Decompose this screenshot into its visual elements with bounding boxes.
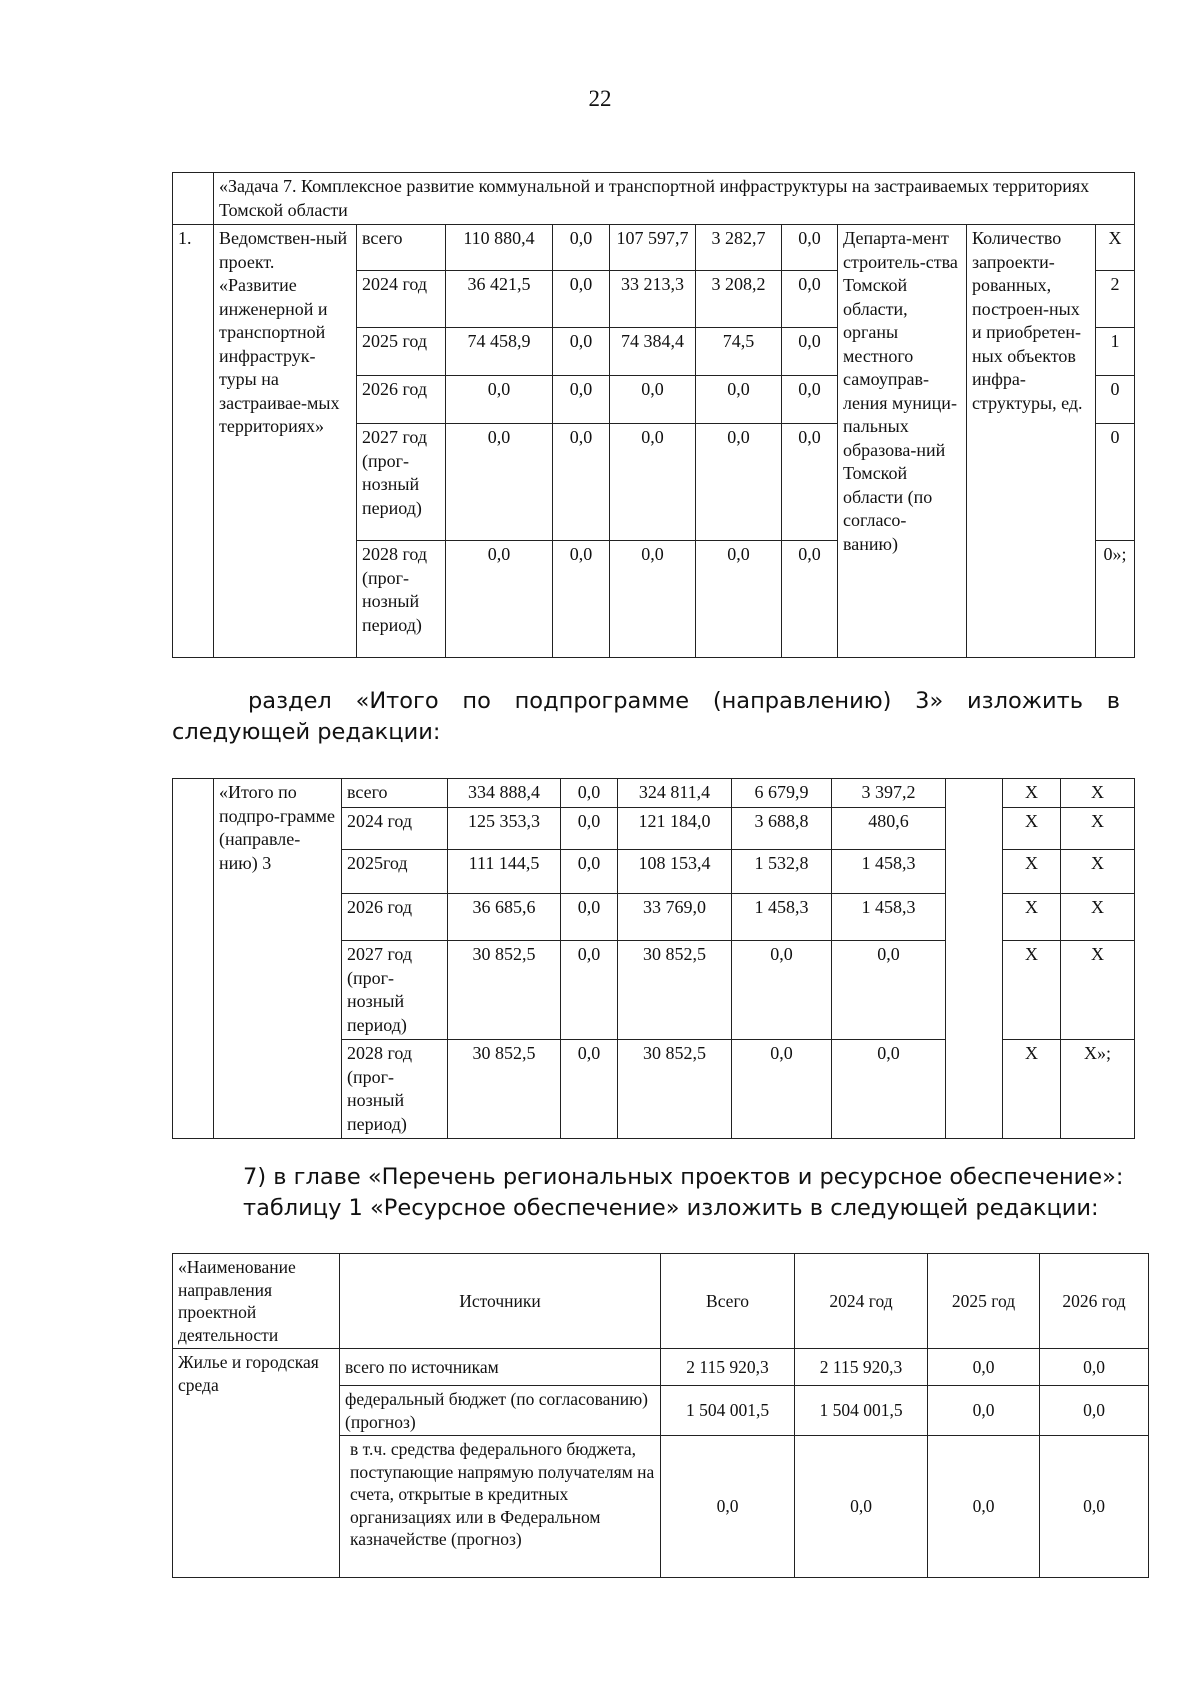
value-cell: 0,0 — [561, 850, 618, 894]
period-cell: 2026 год — [357, 376, 446, 424]
value-cell: 0,0 — [610, 376, 696, 424]
value-cell: 0,0 — [553, 376, 610, 424]
x-cell: Х — [1061, 779, 1135, 808]
row-number: 1. — [173, 225, 214, 658]
value-cell: 6 679,9 — [732, 779, 832, 808]
column-header: Всего — [661, 1254, 795, 1349]
value-cell: 0,0 — [732, 1040, 832, 1139]
value-cell: 324 811,4 — [618, 779, 732, 808]
x-cell: Х — [1003, 894, 1061, 941]
task-title-row — [173, 173, 1135, 225]
resource-table — [172, 1253, 1149, 1578]
column-header: Источники — [340, 1254, 661, 1349]
executor-cell: Департа-мент строитель-ства Томской области, органы местного самоуправ-ления муници-пальных образова-ний Томской области (по согласо-ванию) — [838, 225, 967, 658]
value-cell: 0,0 — [553, 271, 610, 328]
value-cell: 0,0 — [832, 941, 946, 1040]
value-cell: 33 769,0 — [618, 894, 732, 941]
indicator-value: 0»; — [1096, 541, 1135, 658]
direction-cell: Жилье и городская среда — [173, 1349, 340, 1578]
period-cell: 2024 год — [357, 271, 446, 328]
header-row — [173, 1254, 1149, 1349]
value-cell: 0,0 — [561, 779, 618, 808]
value-cell: 0,0 — [553, 541, 610, 658]
indicator-cell: Количество запроекти-рованных, построен-ных и приобретен-ных объектов инфра-структуры, ед. — [967, 225, 1096, 658]
value-cell: 0,0 — [561, 894, 618, 941]
value-cell: 480,6 — [832, 808, 946, 850]
x-cell: Х»; — [1061, 1040, 1135, 1139]
x-cell: Х — [1003, 850, 1061, 894]
value-cell: 334 888,4 — [448, 779, 561, 808]
column-header: «Наименование направления проектной деятельности — [173, 1254, 340, 1349]
value-cell: 3 688,8 — [732, 808, 832, 850]
period-cell: 2024 год — [342, 808, 448, 850]
period-cell: всего — [342, 779, 448, 808]
project-name: Ведомствен-ный проект. «Развитие инженерной и транспортной инфраструк-туры на застраивае-мых территориях» — [214, 225, 357, 658]
value-cell: 0,0 — [928, 1349, 1040, 1386]
table-row — [173, 225, 1135, 271]
x-cell: Х — [1061, 850, 1135, 894]
value-cell: 1 504 001,5 — [795, 1386, 928, 1436]
table-row — [173, 1349, 1149, 1386]
value-cell: 107 597,7 — [610, 225, 696, 271]
value-cell: 0,0 — [610, 424, 696, 541]
x-cell: Х — [1003, 941, 1061, 1040]
value-cell: 0,0 — [782, 541, 838, 658]
period-cell: 2025 год — [357, 328, 446, 376]
source-cell: всего по источникам — [340, 1349, 661, 1386]
value-cell: 1 532,8 — [732, 850, 832, 894]
value-cell: 30 852,5 — [618, 1040, 732, 1139]
value-cell: 0,0 — [446, 376, 553, 424]
x-cell: Х — [1061, 808, 1135, 850]
paragraph-line: таблицу 1 «Ресурсное обеспечение» изложить в следующей редакции: — [243, 1195, 1099, 1221]
value-cell: 2 115 920,3 — [661, 1349, 795, 1386]
value-cell: 33 213,3 — [610, 271, 696, 328]
subprogram-total-table — [172, 778, 1135, 1139]
period-cell: 2028 год (прог-нозный период) — [357, 541, 446, 658]
value-cell: 110 880,4 — [446, 225, 553, 271]
period-cell: всего — [357, 225, 446, 271]
value-cell: 0,0 — [782, 424, 838, 541]
value-cell: 0,0 — [696, 424, 782, 541]
value-cell: 0,0 — [782, 271, 838, 328]
period-cell: 2026 год — [342, 894, 448, 941]
value-cell: 0,0 — [696, 376, 782, 424]
value-cell: 0,0 — [561, 808, 618, 850]
value-cell: 125 353,3 — [448, 808, 561, 850]
x-cell: Х — [1061, 894, 1135, 941]
value-cell: 0,0 — [446, 424, 553, 541]
value-cell: 0,0 — [782, 328, 838, 376]
value-cell: 36 685,6 — [448, 894, 561, 941]
value-cell: 0,0 — [446, 541, 553, 658]
table-row — [173, 779, 1135, 808]
value-cell: 0,0 — [696, 541, 782, 658]
value-cell: 1 458,3 — [832, 894, 946, 941]
value-cell: 111 144,5 — [448, 850, 561, 894]
value-cell: 74 458,9 — [446, 328, 553, 376]
value-cell: 0,0 — [561, 941, 618, 1040]
value-cell: 0,0 — [610, 541, 696, 658]
value-cell: 0,0 — [1040, 1436, 1149, 1578]
value-cell: 0,0 — [1040, 1386, 1149, 1436]
indicator-value: 0 — [1096, 424, 1135, 541]
subprogram-label: «Итого по подпро-грамме (направле-нию) 3 — [214, 779, 342, 1139]
value-cell: 0,0 — [1040, 1349, 1149, 1386]
period-cell: 2025год — [342, 850, 448, 894]
value-cell: 3 397,2 — [832, 779, 946, 808]
value-cell: 30 852,5 — [448, 941, 561, 1040]
value-cell: 3 208,2 — [696, 271, 782, 328]
indicator-value: 2 — [1096, 271, 1135, 328]
indicator-value: 0 — [1096, 376, 1135, 424]
empty-cell — [173, 779, 214, 1139]
x-cell: Х — [1003, 1040, 1061, 1139]
empty-cell — [173, 173, 214, 225]
value-cell: 0,0 — [553, 328, 610, 376]
value-cell: 0,0 — [782, 376, 838, 424]
column-header: 2024 год — [795, 1254, 928, 1349]
value-cell: 2 115 920,3 — [795, 1349, 928, 1386]
task7-table — [172, 172, 1135, 658]
value-cell: 30 852,5 — [618, 941, 732, 1040]
paragraph-section-total: раздел «Итого по подпрограмме (направлению) 3» изложить в следующей редакции: — [172, 688, 1120, 745]
period-cell: 2028 год (прог-нозный период) — [342, 1040, 448, 1139]
value-cell: 36 421,5 — [446, 271, 553, 328]
task-title: «Задача 7. Комплексное развитие коммунальной и транспортной инфраструктуры на застраиваемых территориях Томской области — [214, 173, 1135, 225]
page-number: 22 — [588, 86, 612, 111]
period-cell: 2027 год (прог-нозный период) — [342, 941, 448, 1040]
value-cell: 121 184,0 — [618, 808, 732, 850]
value-cell: 0,0 — [782, 225, 838, 271]
value-cell: 3 282,7 — [696, 225, 782, 271]
x-cell: Х — [1003, 808, 1061, 850]
source-cell: в т.ч. средства федерального бюджета, поступающие напрямую получателям на счета, открытые в кредитных организациях или в Федеральном казначействе (прогноз) — [340, 1436, 661, 1578]
empty-cell — [946, 779, 1003, 1139]
paragraph-chapter-7 — [243, 1162, 1143, 1224]
x-cell: Х — [1061, 941, 1135, 1040]
value-cell: 0,0 — [928, 1436, 1040, 1578]
value-cell: 0,0 — [732, 941, 832, 1040]
value-cell: 0,0 — [928, 1386, 1040, 1436]
value-cell: 108 153,4 — [618, 850, 732, 894]
period-cell: 2027 год (прог-нозный период) — [357, 424, 446, 541]
paragraph-line: 7) в главе «Перечень региональных проектов и ресурсное обеспечение»: — [243, 1164, 1124, 1190]
value-cell: 1 458,3 — [832, 850, 946, 894]
value-cell: 1 504 001,5 — [661, 1386, 795, 1436]
value-cell: 0,0 — [561, 1040, 618, 1139]
source-cell: федеральный бюджет (по согласованию) (прогноз) — [340, 1386, 661, 1436]
indicator-value: 1 — [1096, 328, 1135, 376]
x-cell: Х — [1003, 779, 1061, 808]
value-cell: 0,0 — [795, 1436, 928, 1578]
value-cell: 1 458,3 — [732, 894, 832, 941]
column-header: 2025 год — [928, 1254, 1040, 1349]
column-header: 2026 год — [1040, 1254, 1149, 1349]
indicator-value: Х — [1096, 225, 1135, 271]
value-cell: 30 852,5 — [448, 1040, 561, 1139]
value-cell: 0,0 — [832, 1040, 946, 1139]
value-cell: 0,0 — [553, 424, 610, 541]
value-cell: 0,0 — [553, 225, 610, 271]
value-cell: 74 384,4 — [610, 328, 696, 376]
value-cell: 0,0 — [661, 1436, 795, 1578]
value-cell: 74,5 — [696, 328, 782, 376]
